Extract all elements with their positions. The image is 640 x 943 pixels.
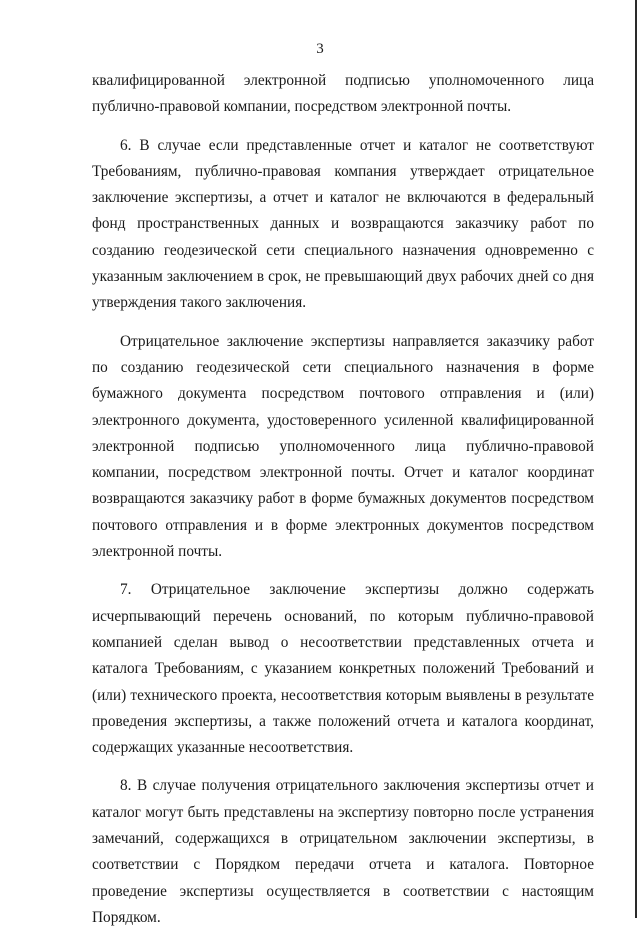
document-body (92, 68, 594, 943)
paragraph-continuation: квалифицированной электронной подписью уполномоченного лица публично-правовой компании, посредством электронной почты. (92, 72, 594, 116)
paragraph-negative-conclusion-delivery: Отрицательное заключение экспертизы направляется заказчику работ по созданию геодезической сети специального назначения в форме бумажного документа посредством почтового отправления и (или) электронного документа, удостоверенного усиленной квалифицированной электронной подписью уполномоченного лица публично-правовой компании, посредством электронной почты. Отчет и каталог координат возвращаются заказчику работ в форме бумажных документов посредством почтового отправления и в форме электронных документов посредством электронной почты. (92, 332, 594, 561)
paragraph-item-6: 6. В случае если представленные отчет и каталог не соответствуют Требованиям, публично-правовая компания утверждает отрицательное заключение экспертизы, а отчет и каталог не включаются в федеральный фонд пространственных данных и возвращаются заказчику работ по созданию геодезической сети специального назначения одновременно с указанным заключением в срок, не превышающий двух рабочих дней со дня утверждения такого заключения. (92, 136, 594, 312)
page-number: 3 (316, 41, 324, 57)
paragraph-item-7: 7. Отрицательное заключение экспертизы должно содержать исчерпывающий перечень оснований, по которым публично-правовой компанией сделан вывод о несоответствии представленных отчета и каталога Требованиям, с указанием конкретных положений Требований и (или) технического проекта, несоответствия которым выявлены в результате проведения экспертизы, а также положений отчета и каталога координат, содержащих указанные несоответствия. (92, 581, 594, 757)
scan-edge-line (635, 0, 637, 918)
paragraph-item-8: 8. В случае получения отрицательного заключения экспертизы отчет и каталог могут быть представлены на экспертизу повторно после устранения замечаний, содержащихся в отрицательном заключении экспертизы, в соответствии с Порядком передачи отчета и каталога. Повторное проведение экспертизы осуществляется в соответствии с настоящим Порядком. (92, 777, 594, 926)
